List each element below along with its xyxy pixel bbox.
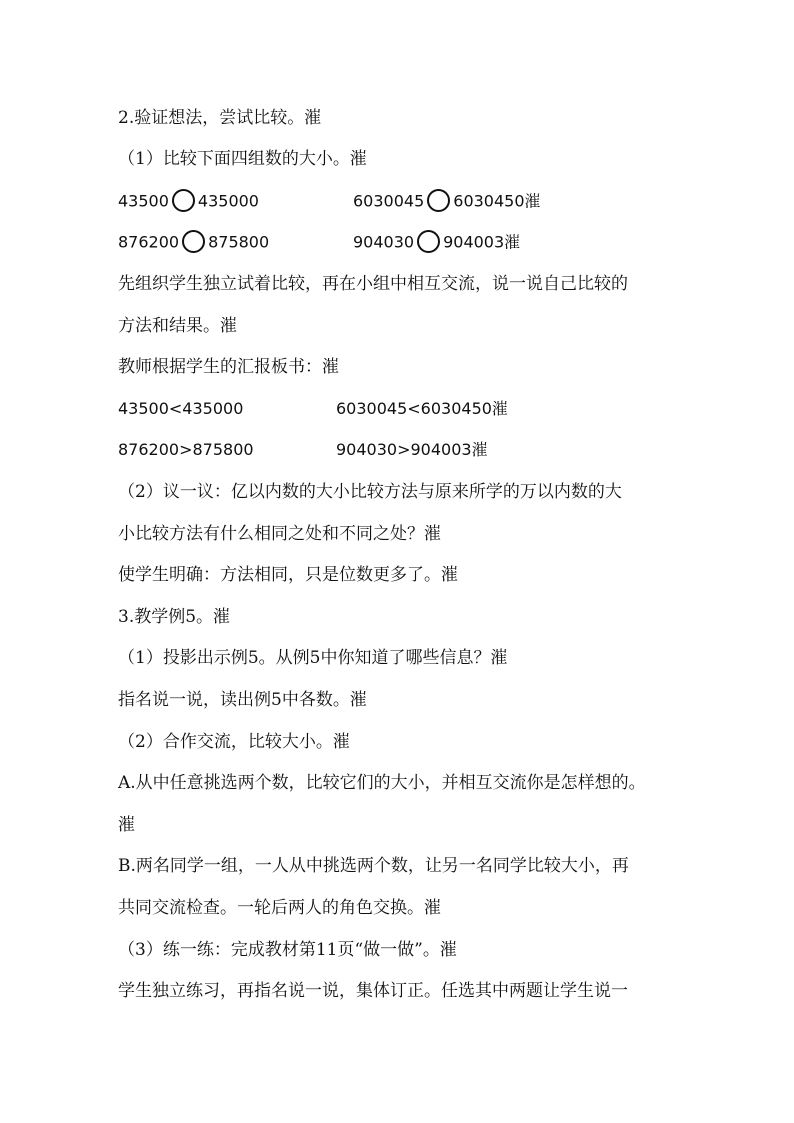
number-right: 875800 <box>208 232 270 252</box>
answer-2: 6030045<6030450漼 <box>336 399 508 418</box>
number-left: 6030045 <box>353 191 425 211</box>
step-3-practice: （3）练一练：完成教材第11页“做一做”。漼 <box>118 940 457 960</box>
number-left: 904030 <box>353 232 415 252</box>
compare-row-2a <box>118 230 269 256</box>
blank-circle[interactable] <box>427 189 450 212</box>
blank-circle[interactable] <box>417 230 440 253</box>
compare-row-1a <box>118 189 259 215</box>
step-2-discuss-cont: 小比较方法有什么相同之处和不同之处？漼 <box>118 524 441 544</box>
heading-verify: 2.验证想法，尝试比较。漼 <box>118 108 322 128</box>
number-left: 876200 <box>118 232 180 252</box>
step-2-cooperate: （2）合作交流，比较大小。漼 <box>118 732 350 752</box>
number-left: 43500 <box>118 191 169 211</box>
paragraph-organize-cont: 方法和结果。漼 <box>118 316 237 336</box>
paragraph-organize: 先组织学生独立试着比较，再在小组中相互交流，说一说自己比较的 <box>118 274 628 294</box>
number-right: 6030450漼 <box>453 191 541 211</box>
item-a: A.从中任意挑选两个数，比较它们的大小，并相互交流你是怎样想的。 <box>118 773 646 793</box>
answer-4: 904030>904003漼 <box>336 440 488 459</box>
paragraph-practice: 学生独立练习，再指名说一说，集体订正。任选其中两题让学生说一 <box>118 981 628 1001</box>
step-1-project: （1）投影出示例5。从例5中你知道了哪些信息？漼 <box>118 648 508 668</box>
number-right: 904003漼 <box>443 232 521 252</box>
blank-circle[interactable] <box>182 230 205 253</box>
step-1-compare: （1）比较下面四组数的大小。漼 <box>118 149 367 169</box>
answer-3: 876200>875800 <box>118 440 254 459</box>
answer-1: 43500<435000 <box>118 399 244 418</box>
paragraph-board: 教师根据学生的汇报板书：漼 <box>118 357 339 377</box>
blank-circle[interactable] <box>172 189 195 212</box>
paragraph-read: 指名说一说，读出例5中各数。漼 <box>118 690 367 710</box>
item-a-cont: 漼 <box>118 815 135 835</box>
item-b: B.两名同学一组，一人从中挑选两个数，让另一名同学比较大小，再 <box>118 856 629 876</box>
heading-example-5: 3.教学例5。漼 <box>118 607 231 627</box>
compare-row-2b <box>353 230 520 256</box>
step-2-discuss: （2）议一议：亿以内数的大小比较方法与原来所学的万以内数的大 <box>118 482 622 502</box>
paragraph-clarify: 使学生明确：方法相同，只是位数更多了。漼 <box>118 565 458 585</box>
item-b-cont: 共同交流检查。一轮后两人的角色交换。漼 <box>118 898 441 918</box>
number-right: 435000 <box>197 191 259 211</box>
compare-row-1b <box>353 189 541 215</box>
